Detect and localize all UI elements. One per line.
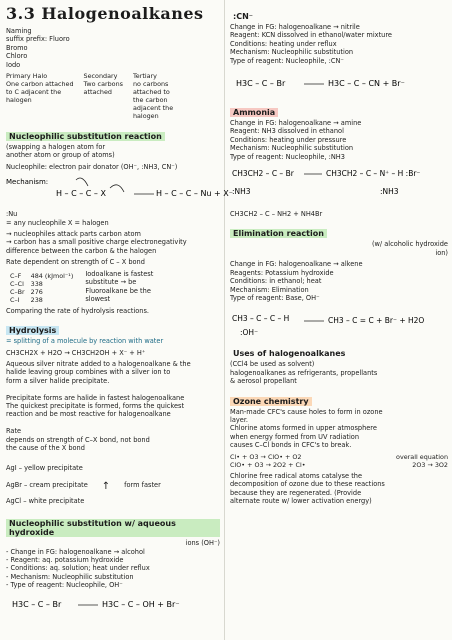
arrow-note: form faster — [124, 480, 161, 489]
ozone-overall-label: overall equation — [396, 452, 448, 461]
column-divider — [224, 0, 225, 640]
elimination-mechanism-drawing — [230, 305, 448, 339]
precipitate-item: AgI – yellow precipitate — [6, 463, 83, 472]
hydrolysis-equation: CH3CH2X + H2O → CH3CH2OH + X⁻ + H⁺ — [6, 348, 146, 357]
rate-intro: Rate dependent on strength of C – X bond — [6, 258, 145, 267]
secondary-note: Secondary Two carbons attached — [83, 72, 123, 97]
page-title: 3.3 Halogenoalkanes — [6, 4, 204, 23]
ozone-body: Man-made CFC's cause holes to form in ozone layer. Chlorine atoms formed in upper atmosphere when energy formed from UV radiation causes C–Cl bonds in CFC's to break. — [230, 407, 383, 450]
ozone-eq-1: Cl• + O3 → ClO• + O2 — [230, 452, 302, 461]
precipitate-list — [6, 455, 88, 514]
ozone-end: Chlorine free radical atoms catalyse the decomposition of ozone due to these reactions because they are regenerated. (Provide alternate route w/ lower activation energy) — [230, 471, 385, 506]
compare-note: Comparing the rate of hydrolysis reactions. — [6, 306, 149, 315]
nuc-sub-def: (swapping a halogen atom for another atom or group of atoms) — [6, 143, 115, 160]
ozone-eq-2: ClO• + O3 → 2O2 + Cl• — [230, 460, 306, 469]
ozone-overall: 2O3 → 3O2 — [412, 460, 448, 469]
precipitate-item: AgCl – white precipitate — [6, 497, 85, 506]
cn-heading: :CN⁻ — [233, 12, 253, 21]
mech-product: H – C – C – Nu + X⁻ — [156, 189, 233, 199]
hydrolysis-body: Aqueous silver nitrate added to a halogenoalkane & the halide leaving group combines with a silver ion to form a silver halide precipitate. Precipitate forms are halide in fastest halogenoalkane The quickest precipitate is formed, forms the quickest reaction and be most reactive for halogenoalkane Rate depends on strength of C–X bond, not bond the cause of the X bond — [6, 359, 191, 452]
ammonia-body: Change in FG: halogenoalkane → amine Reagent: NH3 dissolved in ethanol Conditions: heating under pressure Mechanism: Nucleophilic substitution Type of reagent: Nucleophile, :NH3 — [230, 119, 362, 161]
elimination-body: Change in FG: halogenoalkane → alkene Reagents: Potassium hydroxide Conditions: in ethanol; heat Mechanism: Elimination Type of reagent: Base, OH⁻ — [230, 260, 363, 302]
cn-mechanism-drawing — [230, 68, 448, 98]
elimination-mechanism — [230, 305, 448, 339]
bond-energy-block — [6, 270, 220, 307]
bond-row: C–Br 276 — [10, 287, 43, 296]
bond-row: C–I 238 — [10, 295, 43, 304]
ammonia-mechanism — [230, 164, 448, 208]
nuc-sub-oh-heading-2: ions (OH⁻) — [185, 539, 220, 548]
bond-note: Iodoalkane is fastest substitute → be Fluoroalkane be the slowest — [85, 269, 154, 303]
hydrolysis-heading: Hydrolysis — [6, 326, 59, 335]
elimination-heading: Elimination reaction — [230, 229, 327, 238]
nuc-sub-oh-heading: Nucleophilic substitution w/ aqueous hydroxide — [6, 519, 220, 537]
cn-reactant: H3C – C – Br — [236, 79, 286, 89]
bond-row: C–Cl 338 — [10, 279, 43, 288]
ozone-heading: Ozone chemistry — [230, 397, 312, 406]
oh-mechanism — [6, 593, 220, 615]
nuc-sub-oh-body: - Change in FG: halogenoalkane → alcohol - Reagent: aq. potassium hydroxide - Conditions: aq. solution; heat under reflux - Mechanism: Nucleophilic substitution - Type of reagent: Nucleophile, OH⁻ — [6, 547, 150, 590]
nuc-sub-notes: → nucleophiles attack parts carbon atom → carbon has a small positive charge electronegativity difference between the carbon & the halogen — [6, 230, 187, 255]
up-arrow-icon: ↑ — [101, 480, 111, 492]
ozone-eq-row-1 — [230, 453, 448, 461]
primary-note: Primary Halo One carbon attached to C adjacent the halogen — [6, 72, 74, 105]
elim-product: CH3 – C = C + Br⁻ + H2O — [328, 316, 425, 326]
oh-mechanism-drawing — [6, 593, 220, 615]
oh-product: H3C – C – OH + Br⁻ — [102, 599, 180, 609]
ozone-eq-row-2 — [230, 461, 448, 469]
bond-energy-table — [10, 272, 79, 304]
ammonia-product: CH3CH2 – C – NH2 + NH4Br — [230, 210, 323, 219]
ammonia-second-nh3: :NH3 — [380, 187, 399, 197]
nuc-sub-heading: Nucleophilic substitution reaction — [6, 132, 165, 141]
nucleophile-key: :Nu = any nucleophile X = halogen — [6, 210, 109, 227]
ammonia-nucleophile: :NH3 — [232, 187, 251, 197]
ammonia-reactant: CH3CH2 – C – Br — [232, 169, 294, 179]
elim-reactant: CH3 – C – C – H — [232, 314, 290, 324]
elim-base: :OH⁻ — [240, 328, 259, 338]
naming-notes: Naming suffix prefix: Fluoro Bromo Chloro Iodo — [6, 27, 70, 69]
mechanism-drawing — [6, 174, 233, 208]
curly-arrow — [76, 178, 88, 186]
oh-reactant: H3C – C – Br — [12, 599, 62, 609]
tertiary-note: Tertiary no carbons attached to the carbon adjacent the halogen — [132, 72, 174, 121]
bond-row: C–F 484 (kJmol⁻¹) — [10, 271, 74, 280]
nuc-sub-mechanism — [6, 174, 233, 208]
halo-types — [6, 72, 220, 120]
cn-body: Change in FG: halogenoalkane → nitrile Reagent: KCN dissolved in ethanol/water mixture Conditions: heating under reflux Mechanism: Nucleophilic substitution Type of reagent: Nucleophile, :CN⁻ — [230, 23, 392, 65]
precipitate-block — [6, 455, 220, 517]
left-column — [6, 4, 233, 617]
right-column — [230, 4, 448, 509]
mech-reactant: H – C – C – X — [56, 189, 106, 199]
nucleophile-def: Nucleophile: electron pair donator (OH⁻, :NH3, CN⁻) — [6, 162, 178, 171]
ammonia-heading: Ammonia — [230, 108, 278, 117]
mechanism-label: Mechanism: — [6, 178, 49, 187]
cn-product: H3C – C – CN + Br⁻ — [328, 79, 405, 89]
cn-mechanism — [230, 68, 448, 98]
curly-arrow-2 — [110, 185, 124, 192]
ammonia-intermediate: CH3CH2 – C – N⁺ – H :Br⁻ — [326, 169, 421, 179]
elimination-sub: (w/ alcoholic hydroxide ion) — [371, 240, 448, 257]
uses-body: (CCl4 be used as solvent) halogenoalkanes as refrigerants, propellants & aerosol propellant — [230, 360, 378, 386]
hydrolysis-def: = splitting of a molecule by reaction with water — [6, 337, 164, 346]
ammonia-mechanism-drawing — [230, 164, 448, 208]
precipitate-item: AgBr – cream precipitate — [6, 480, 88, 489]
uses-heading: Uses of halogenoalkanes — [233, 349, 346, 359]
